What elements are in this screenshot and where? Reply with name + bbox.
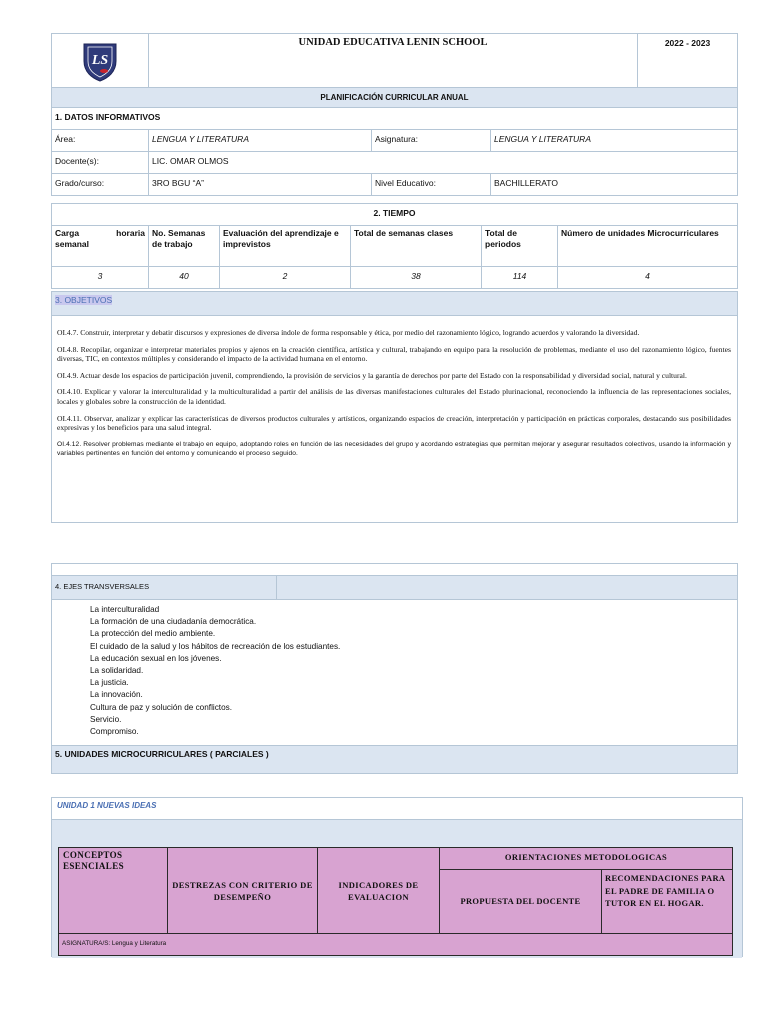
eje-item: La educación sexual en los jóvenes. [90, 653, 222, 663]
school-year: 2022 - 2023 [638, 34, 738, 88]
eje-item: La formación de una ciudadanía democrática. [90, 617, 257, 627]
eje-item: La solidaridad. [90, 666, 144, 676]
tiempo-header: Total de periodos [482, 226, 558, 267]
objetivo-item: OI.4.8. Recopilar, organizar e interpretar materiales propios y ajenos en la creación científica, artística y cultural, trabajando en equipo para la resolución de problemas, mediante el uso del razonamiento lógico, fuentes diversas, TIC, en contextos múltiples y considerando el impacto de la actividad humana en el entorno. [57, 344, 731, 364]
tiempo-section-title: 2. TIEMPO [52, 204, 738, 226]
objetivo-item: OI.4.11. Observar, analizar y explicar las características de diversos productos culturales y artísticos, organizando espacios de creación, interpretación y participación en prácticas corporales, destacando sus posibilidades expresivas y los beneficios para una salud integral. [57, 413, 731, 433]
tiempo-header: Carga horaria semanal [52, 226, 149, 267]
ejes-list [52, 600, 738, 746]
col-indicadores: INDICADORES DE EVALUACION [318, 848, 440, 934]
nivel-value: BACHILLERATO [491, 174, 738, 196]
objetivo-item: OI.4.9. Actuar desde los espacios de participación juvenil, comprendiendo, la provisión de servicios y la garantía de derechos por parte del Estado con la responsabilidad y diversidad social, natural y cultural. [57, 370, 687, 380]
eje-item: Cultura de paz y solución de conflictos. [90, 702, 232, 712]
eje-item: La interculturalidad [90, 605, 160, 614]
asignatura-value: LENGUA Y LITERATURA [491, 130, 738, 152]
ejes-section-title: 4. EJES TRANSVERSALES [52, 576, 277, 600]
tiempo-value: 2 [220, 267, 351, 289]
docente-value: LIC. OMAR OLMOS [149, 152, 738, 174]
logo-letters: LS [91, 52, 109, 68]
col-conceptos: CONCEPTOS ESENCIALES [59, 848, 168, 934]
objetivos-body [52, 316, 738, 523]
plan-title: PLANIFICACIÓN CURRICULAR ANUAL [52, 88, 738, 108]
tiempo-value: 4 [558, 267, 738, 289]
objetivos-table [51, 291, 738, 523]
header-table [51, 33, 738, 108]
eje-item: La justicia. [90, 678, 129, 688]
tiempo-value: 3 [52, 267, 149, 289]
tiempo-header: Evaluación del aprendizaje e imprevistos [220, 226, 351, 267]
eje-item: El cuidado de la salud y los hábitos de recreación de los estudiantes. [90, 641, 341, 651]
unidad1-table [58, 847, 733, 956]
tiempo-value: 38 [351, 267, 482, 289]
unidades-section-title: 5. UNIDADES MICROCURRICULARES ( PARCIALES ) [52, 746, 738, 774]
area-value: LENGUA Y LITERATURA [149, 130, 372, 152]
datos-table [51, 107, 738, 196]
school-name: UNIDAD EDUCATIVA LENIN SCHOOL [149, 34, 638, 88]
col-destrezas: DESTREZAS CON CRITERIO DE DESEMPEÑO [168, 848, 318, 934]
tiempo-value: 114 [482, 267, 558, 289]
objetivo-item: OI.4.12. Resolver problemas mediante el trabajo en equipo, adoptando roles en función de las necesidades del grupo y acordando estrategias que permitan mejorar y asegurar resultados colectivos, usando la información y variables pertinentes en función del entorno y comunicando el proceso seguido. [57, 440, 731, 458]
eje-item: La innovación. [90, 690, 143, 700]
tiempo-header: Total de semanas clases [351, 226, 482, 267]
col-orientaciones: ORIENTACIONES METODOLOGICAS [440, 848, 733, 870]
col-recomendaciones: RECOMENDACIONES PARA EL PADRE DE FAMILIA O TUTOR EN EL HOGAR. [602, 870, 733, 934]
tiempo-table [51, 203, 738, 289]
eje-item: La protección del medio ambiente. [90, 629, 216, 639]
tiempo-header: Número de unidades Microcurriculares [558, 226, 738, 267]
unidad1-title: UNIDAD 1 NUEVAS IDEAS [52, 798, 742, 820]
datos-section-title: 1. DATOS INFORMATIVOS [52, 108, 738, 130]
objetivo-item: OI.4.7. Construir, interpretar y debatir discursos y expresiones de diversa índole de forma responsable y ética, por medio del razonamiento lógico, logrando acuerdos y valorando la diversidad. [57, 328, 640, 337]
asignatura-label: Asignatura: [372, 130, 491, 152]
logo-cell [52, 34, 149, 88]
grado-value: 3RO BGU “A” [149, 174, 372, 196]
col-propuesta: PROPUESTA DEL DOCENTE [440, 870, 602, 934]
area-label: Área: [52, 130, 149, 152]
docente-label: Docente(s): [52, 152, 149, 174]
tiempo-header: No. Semanas de trabajo [149, 226, 220, 267]
school-logo [80, 41, 120, 83]
eje-item: Compromiso. [90, 727, 139, 737]
objetivos-section-title: 3. OBJETIVOS [55, 295, 113, 305]
unidad1-footer: ASIGNATURA/S: Lengua y Literatura [59, 934, 733, 956]
ejes-table [51, 563, 738, 774]
tiempo-value: 40 [149, 267, 220, 289]
grado-label: Grado/curso: [52, 174, 149, 196]
nivel-label: Nivel Educativo: [372, 174, 491, 196]
objetivo-item: OI.4.10. Explicar y valorar la interculturalidad y la multiculturalidad a partir del análisis de las diversas manifestaciones culturales del Estado plurinacional, reconociendo la influencia de las representaciones sociales, locales y globales sobre la construcción de la identidad. [57, 387, 731, 406]
eje-item: Servicio. [90, 714, 122, 724]
